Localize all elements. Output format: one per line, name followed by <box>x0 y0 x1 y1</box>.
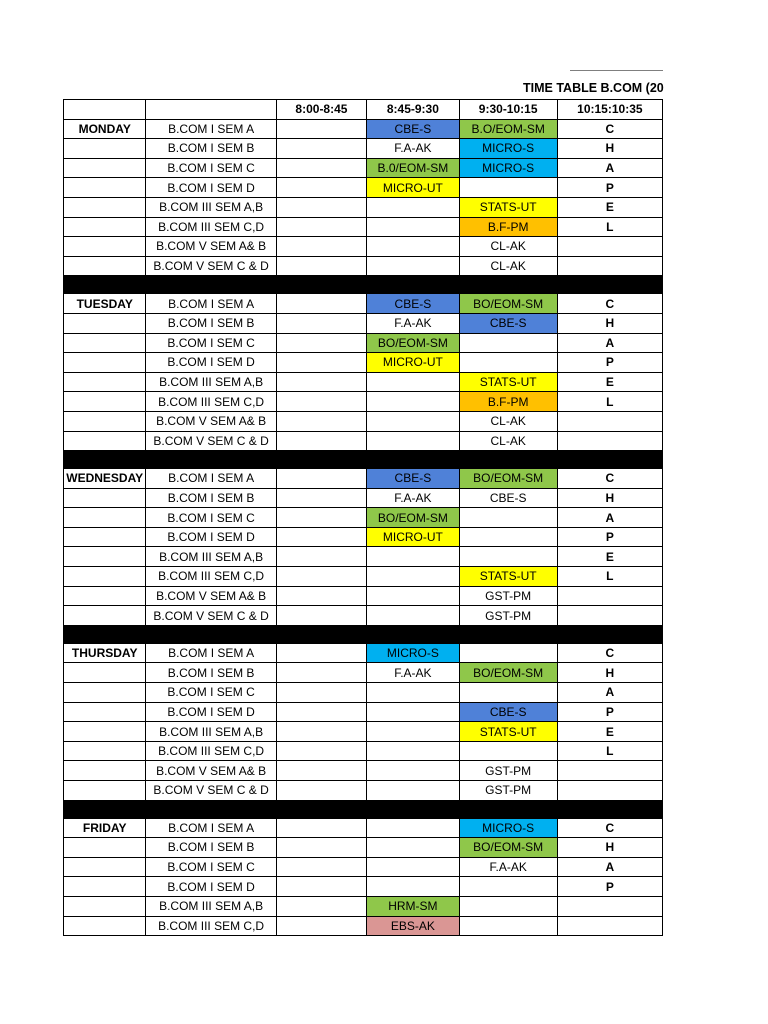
day-cell <box>64 313 146 333</box>
day-cell <box>64 139 146 159</box>
slot-1-cell <box>276 722 366 742</box>
class-cell: B.COM V SEM A& B <box>146 761 276 781</box>
table-row <box>64 586 663 606</box>
class-cell: B.COM III SEM C,D <box>146 392 276 412</box>
break-cell <box>557 606 662 626</box>
table-row <box>64 896 663 916</box>
class-cell: B.COM III SEM A,B <box>146 197 276 217</box>
table-row <box>64 294 663 314</box>
break-cell: C <box>557 469 662 489</box>
slot-1-cell <box>276 372 366 392</box>
separator-bar <box>64 451 663 469</box>
slot-3-cell <box>459 741 557 761</box>
table-row <box>64 643 663 663</box>
slot-2-cell <box>367 586 459 606</box>
break-cell: H <box>557 313 662 333</box>
day-cell <box>64 857 146 877</box>
slot-3-cell: BO/EOM-SM <box>459 838 557 858</box>
break-cell: H <box>557 663 662 683</box>
class-cell: B.COM III SEM C,D <box>146 916 276 936</box>
day-cell <box>64 488 146 508</box>
slot-1-cell <box>276 158 366 178</box>
day-cell <box>64 761 146 781</box>
slot-3-cell: BO/EOM-SM <box>459 469 557 489</box>
class-cell: B.COM III SEM C,D <box>146 741 276 761</box>
slot-3-cell <box>459 178 557 198</box>
break-cell <box>557 586 662 606</box>
day-separator <box>64 276 663 294</box>
table-row <box>64 781 663 801</box>
slot-1-cell <box>276 857 366 877</box>
break-cell: H <box>557 488 662 508</box>
slot-2-cell <box>367 761 459 781</box>
day-cell <box>64 353 146 373</box>
slot-1-cell <box>276 431 366 451</box>
day-cell: FRIDAY <box>64 818 146 838</box>
slot-3-cell: CBE-S <box>459 488 557 508</box>
table-row <box>64 392 663 412</box>
timetable-body <box>64 100 663 936</box>
class-cell: B.COM I SEM D <box>146 877 276 897</box>
break-cell: E <box>557 197 662 217</box>
slot-3-cell: GST-PM <box>459 606 557 626</box>
slot-2-cell: F.A-AK <box>367 139 459 159</box>
break-cell: L <box>557 392 662 412</box>
day-cell <box>64 663 146 683</box>
table-row <box>64 761 663 781</box>
slot-1-cell <box>276 237 366 257</box>
break-cell: A <box>557 333 662 353</box>
slot-1-cell <box>276 877 366 897</box>
break-cell <box>557 781 662 801</box>
break-cell: H <box>557 139 662 159</box>
day-cell <box>64 683 146 703</box>
slot-3-cell: CL-AK <box>459 411 557 431</box>
slot-1-cell <box>276 119 366 139</box>
slot-1-cell <box>276 547 366 567</box>
break-cell <box>557 256 662 276</box>
table-row <box>64 353 663 373</box>
break-cell: A <box>557 508 662 528</box>
break-cell: P <box>557 527 662 547</box>
slot-3-cell: CL-AK <box>459 256 557 276</box>
slot-2-cell: BO/EOM-SM <box>367 508 459 528</box>
slot-1-cell <box>276 353 366 373</box>
slot-3-cell: STATS-UT <box>459 567 557 587</box>
break-cell <box>557 237 662 257</box>
class-cell: B.COM I SEM C <box>146 158 276 178</box>
slot-1-cell <box>276 178 366 198</box>
slot-2-cell <box>367 372 459 392</box>
day-cell <box>64 838 146 858</box>
day-cell <box>64 741 146 761</box>
break-cell: C <box>557 818 662 838</box>
slot-2-cell <box>367 683 459 703</box>
day-cell <box>64 431 146 451</box>
slot-3-cell: B.F-PM <box>459 392 557 412</box>
slot-2-cell <box>367 838 459 858</box>
slot-1-cell <box>276 781 366 801</box>
break-cell: H <box>557 838 662 858</box>
table-row <box>64 411 663 431</box>
table-row <box>64 508 663 528</box>
class-cell: B.COM V SEM C & D <box>146 431 276 451</box>
day-cell <box>64 217 146 237</box>
slot-1-cell <box>276 643 366 663</box>
break-cell <box>557 916 662 936</box>
slot-3-cell <box>459 683 557 703</box>
slot-2-cell: CBE-S <box>367 119 459 139</box>
slot-1-cell <box>276 256 366 276</box>
day-cell <box>64 508 146 528</box>
slot-2-cell: MICRO-S <box>367 643 459 663</box>
table-row <box>64 857 663 877</box>
class-cell: B.COM III SEM C,D <box>146 567 276 587</box>
day-cell <box>64 372 146 392</box>
table-row <box>64 567 663 587</box>
break-cell: C <box>557 119 662 139</box>
day-cell <box>64 877 146 897</box>
day-cell <box>64 586 146 606</box>
table-row <box>64 139 663 159</box>
slot-3-cell <box>459 896 557 916</box>
slot-1-cell <box>276 838 366 858</box>
class-cell: B.COM I SEM A <box>146 119 276 139</box>
slot-1-cell <box>276 197 366 217</box>
slot-3-cell: B.F-PM <box>459 217 557 237</box>
slot-1-cell <box>276 818 366 838</box>
slot-1-cell <box>276 469 366 489</box>
slot-3-cell: GST-PM <box>459 761 557 781</box>
table-row <box>64 663 663 683</box>
break-cell: P <box>557 702 662 722</box>
table-row <box>64 431 663 451</box>
class-cell: B.COM I SEM B <box>146 488 276 508</box>
day-cell <box>64 333 146 353</box>
day-cell <box>64 178 146 198</box>
table-row <box>64 178 663 198</box>
class-cell: B.COM I SEM B <box>146 838 276 858</box>
table-row <box>64 372 663 392</box>
class-cell: B.COM V SEM C & D <box>146 781 276 801</box>
table-row <box>64 683 663 703</box>
day-cell <box>64 256 146 276</box>
slot-2-cell: HRM-SM <box>367 896 459 916</box>
header-row <box>64 100 663 120</box>
slot-2-cell <box>367 431 459 451</box>
slot-2-cell <box>367 567 459 587</box>
table-row <box>64 606 663 626</box>
slot-1-cell <box>276 663 366 683</box>
day-cell <box>64 547 146 567</box>
day-cell <box>64 527 146 547</box>
slot-1-cell <box>276 567 366 587</box>
slot-2-cell: B.0/EOM-SM <box>367 158 459 178</box>
break-cell <box>557 761 662 781</box>
slot-2-cell: MICRO-UT <box>367 527 459 547</box>
separator-bar <box>64 625 663 643</box>
slot-3-cell: GST-PM <box>459 586 557 606</box>
day-cell: THURSDAY <box>64 643 146 663</box>
slot-1-cell <box>276 313 366 333</box>
slot-1-cell <box>276 508 366 528</box>
table-row <box>64 877 663 897</box>
day-cell <box>64 606 146 626</box>
slot-2-cell: CBE-S <box>367 469 459 489</box>
slot-2-cell: F.A-AK <box>367 663 459 683</box>
slot-2-cell <box>367 741 459 761</box>
slot-3-cell <box>459 508 557 528</box>
slot-1-cell <box>276 683 366 703</box>
break-cell: P <box>557 178 662 198</box>
slot-2-cell <box>367 392 459 412</box>
day-cell <box>64 781 146 801</box>
day-cell <box>64 567 146 587</box>
class-cell: B.COM I SEM A <box>146 294 276 314</box>
slot-1-cell <box>276 139 366 159</box>
slot-2-cell <box>367 722 459 742</box>
break-cell: E <box>557 547 662 567</box>
class-cell: B.COM I SEM A <box>146 818 276 838</box>
slot-2-cell <box>367 547 459 567</box>
break-cell: L <box>557 217 662 237</box>
break-cell: L <box>557 567 662 587</box>
slot-3-cell: CL-AK <box>459 237 557 257</box>
slot-3-cell <box>459 877 557 897</box>
slot-3-cell: CL-AK <box>459 431 557 451</box>
slot-2-cell <box>367 818 459 838</box>
slot-1-cell <box>276 916 366 936</box>
day-cell <box>64 237 146 257</box>
slot-3-cell <box>459 643 557 663</box>
break-cell: C <box>557 294 662 314</box>
separator-bar <box>64 800 663 818</box>
slot-1-cell <box>276 702 366 722</box>
slot-1-cell <box>276 392 366 412</box>
slot-2-cell: F.A-AK <box>367 488 459 508</box>
slot-3-cell: MICRO-S <box>459 158 557 178</box>
class-cell: B.COM III SEM A,B <box>146 547 276 567</box>
separator-bar <box>64 276 663 294</box>
day-cell <box>64 896 146 916</box>
slot-1-cell <box>276 896 366 916</box>
header-cell-slot-1: 8:00-8:45 <box>276 100 366 120</box>
slot-3-cell <box>459 547 557 567</box>
table-row <box>64 916 663 936</box>
class-cell: B.COM I SEM B <box>146 313 276 333</box>
table-row <box>64 722 663 742</box>
header-cell-class <box>146 100 276 120</box>
day-separator <box>64 625 663 643</box>
table-row <box>64 469 663 489</box>
slot-1-cell <box>276 586 366 606</box>
slot-3-cell: BO/EOM-SM <box>459 294 557 314</box>
day-cell <box>64 722 146 742</box>
day-cell: MONDAY <box>64 119 146 139</box>
day-separator <box>64 800 663 818</box>
header-cell-break: 10:15:10:35 <box>557 100 662 120</box>
break-cell: P <box>557 353 662 373</box>
day-cell <box>64 158 146 178</box>
slot-1-cell <box>276 333 366 353</box>
header-cell-slot-2: 8:45-9:30 <box>367 100 459 120</box>
table-row <box>64 256 663 276</box>
slot-2-cell <box>367 781 459 801</box>
class-cell: B.COM V SEM C & D <box>146 256 276 276</box>
slot-3-cell: STATS-UT <box>459 372 557 392</box>
slot-2-cell: EBS-AK <box>367 916 459 936</box>
break-cell: A <box>557 158 662 178</box>
slot-2-cell <box>367 237 459 257</box>
header-cell-slot-3: 9:30-10:15 <box>459 100 557 120</box>
class-cell: B.COM III SEM A,B <box>146 896 276 916</box>
break-cell <box>557 411 662 431</box>
slot-3-cell: BO/EOM-SM <box>459 663 557 683</box>
slot-3-cell <box>459 527 557 547</box>
class-cell: B.COM III SEM C,D <box>146 217 276 237</box>
class-cell: B.COM I SEM C <box>146 333 276 353</box>
table-row <box>64 838 663 858</box>
slot-1-cell <box>276 294 366 314</box>
class-cell: B.COM I SEM A <box>146 469 276 489</box>
slot-1-cell <box>276 217 366 237</box>
slot-2-cell <box>367 877 459 897</box>
break-cell: C <box>557 643 662 663</box>
slot-3-cell: STATS-UT <box>459 722 557 742</box>
slot-3-cell: B.O/EOM-SM <box>459 119 557 139</box>
slot-3-cell: F.A-AK <box>459 857 557 877</box>
slot-3-cell: CBE-S <box>459 313 557 333</box>
slot-3-cell: STATS-UT <box>459 197 557 217</box>
slot-1-cell <box>276 488 366 508</box>
class-cell: B.COM I SEM D <box>146 702 276 722</box>
slot-3-cell <box>459 333 557 353</box>
slot-2-cell: MICRO-UT <box>367 353 459 373</box>
table-row <box>64 217 663 237</box>
table-row <box>64 333 663 353</box>
slot-2-cell <box>367 256 459 276</box>
table-row <box>64 702 663 722</box>
class-cell: B.COM I SEM D <box>146 178 276 198</box>
slot-2-cell: MICRO-UT <box>367 178 459 198</box>
class-cell: B.COM V SEM A& B <box>146 586 276 606</box>
slot-2-cell <box>367 857 459 877</box>
day-cell: WEDNESDAY <box>64 469 146 489</box>
day-cell <box>64 392 146 412</box>
header-cell-day <box>64 100 146 120</box>
day-cell: TUESDAY <box>64 294 146 314</box>
class-cell: B.COM I SEM B <box>146 139 276 159</box>
slot-3-cell: MICRO-S <box>459 818 557 838</box>
class-cell: B.COM V SEM C & D <box>146 606 276 626</box>
day-cell <box>64 197 146 217</box>
class-cell: B.COM I SEM D <box>146 527 276 547</box>
break-cell: P <box>557 877 662 897</box>
slot-1-cell <box>276 741 366 761</box>
slot-1-cell <box>276 411 366 431</box>
timetable <box>63 99 663 936</box>
slot-1-cell <box>276 761 366 781</box>
break-cell: A <box>557 857 662 877</box>
slot-2-cell <box>367 702 459 722</box>
slot-3-cell: GST-PM <box>459 781 557 801</box>
class-cell: B.COM I SEM C <box>146 508 276 528</box>
class-cell: B.COM I SEM D <box>146 353 276 373</box>
slot-3-cell: CBE-S <box>459 702 557 722</box>
break-cell <box>557 431 662 451</box>
break-cell: A <box>557 683 662 703</box>
slot-3-cell <box>459 353 557 373</box>
break-cell: E <box>557 372 662 392</box>
slot-2-cell <box>367 197 459 217</box>
slot-2-cell: F.A-AK <box>367 313 459 333</box>
slot-2-cell: CBE-S <box>367 294 459 314</box>
table-row <box>64 197 663 217</box>
table-row <box>64 158 663 178</box>
slot-2-cell <box>367 411 459 431</box>
day-separator <box>64 451 663 469</box>
slot-1-cell <box>276 606 366 626</box>
table-row <box>64 547 663 567</box>
class-cell: B.COM I SEM C <box>146 857 276 877</box>
table-row <box>64 313 663 333</box>
table-row <box>64 741 663 761</box>
class-cell: B.COM III SEM A,B <box>146 372 276 392</box>
day-cell <box>64 411 146 431</box>
break-cell <box>557 896 662 916</box>
table-row <box>64 818 663 838</box>
table-row <box>64 488 663 508</box>
class-cell: B.COM I SEM B <box>146 663 276 683</box>
day-cell <box>64 702 146 722</box>
slot-3-cell: MICRO-S <box>459 139 557 159</box>
class-cell: B.COM I SEM C <box>146 683 276 703</box>
day-cell <box>64 916 146 936</box>
class-cell: B.COM V SEM A& B <box>146 237 276 257</box>
break-cell: L <box>557 741 662 761</box>
table-row <box>64 119 663 139</box>
break-cell: E <box>557 722 662 742</box>
table-row <box>64 527 663 547</box>
class-cell: B.COM I SEM A <box>146 643 276 663</box>
page-title: TIME TABLE B.COM (20 <box>523 81 664 95</box>
slot-2-cell <box>367 217 459 237</box>
table-row <box>64 237 663 257</box>
class-cell: B.COM V SEM A& B <box>146 411 276 431</box>
class-cell: B.COM III SEM A,B <box>146 722 276 742</box>
slot-3-cell <box>459 916 557 936</box>
slot-2-cell: BO/EOM-SM <box>367 333 459 353</box>
slot-1-cell <box>276 527 366 547</box>
slot-2-cell <box>367 606 459 626</box>
